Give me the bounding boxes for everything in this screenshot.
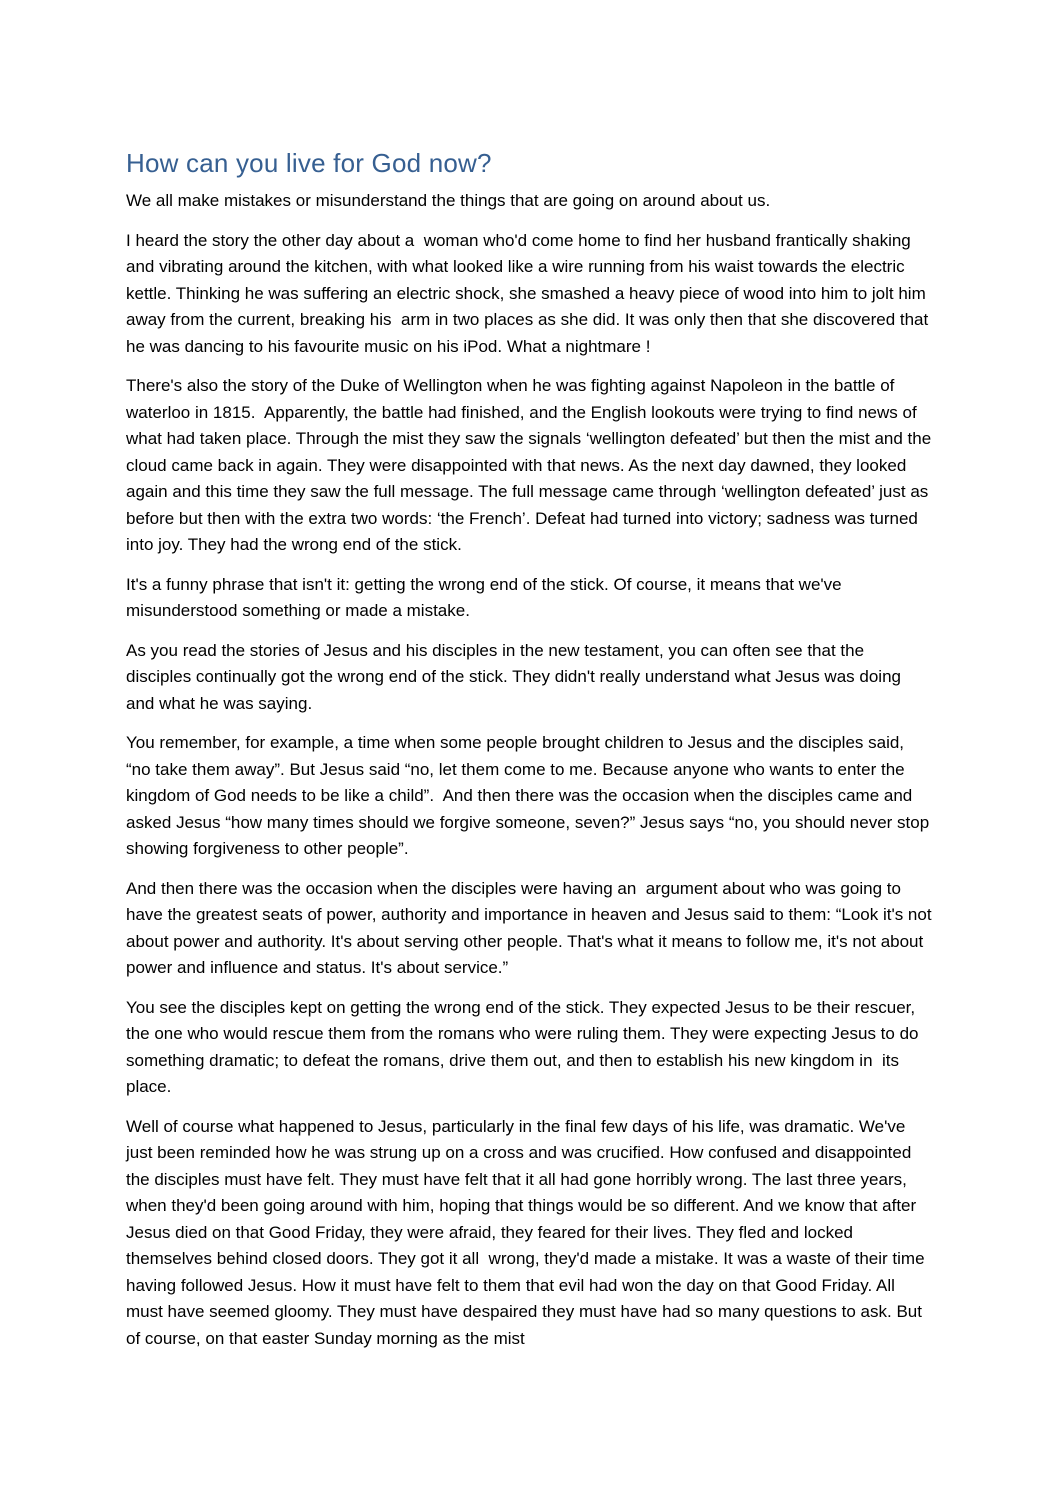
body-paragraph: I heard the story the other day about a woman who'd come home to find her husband frantically shaking and vibrating around the kitchen, with what looked like a wire running from his waist towards the electric kettle. Thinking he was suffering an electric shock, she smashed a heavy piece of wood into him to jolt him away from the current, breaking his arm in two places as she did. It was only then that she discovered that he was dancing to his favourite music on his iPod. What a nightmare ! bbox=[126, 230, 933, 356]
document-body bbox=[126, 188, 937, 1352]
body-paragraph: You see the disciples kept on getting the wrong end of the stick. They expected Jesus to be their rescuer, the one who would rescue them from the romans who were ruling them. They were expecting Jesus to do something dramatic; to defeat the romans, drive them out, and then to establish his new kingdom in its place. bbox=[126, 997, 924, 1096]
body-paragraph: It's a funny phrase that isn't it: getting the wrong end of the stick. Of course, it means that we've misunderstood something or made a mistake. bbox=[126, 574, 847, 620]
body-paragraph: We all make mistakes or misunderstand the things that are going on around about us. bbox=[126, 191, 771, 210]
body-paragraph: Well of course what happened to Jesus, particularly in the final few days of his life, was dramatic. We've just been reminded how he was strung up on a cross and was crucified. How confused and disappointed the disciples must have felt. They must have felt that it all had gone horribly wrong. The last three years, when they'd been going around with him, hoping that things would be so different. And we know that after Jesus died on that Good Friday, they were afraid, they feared for their lives. They fled and locked themselves behind closed doors. They got it all wrong, they'd made a mistake. It was a waste of their time having followed Jesus. How it must have felt to them that evil had won the day on that Good Friday. All must have seemed gloomy. They must have despaired they must have had so many questions to ask. But of course, on that easter Sunday morning as the mist bbox=[126, 1116, 930, 1348]
page-title: How can you live for God now? bbox=[126, 148, 492, 178]
body-paragraph: You remember, for example, a time when some people brought children to Jesus and the disciples said, “no take them away”. But Jesus said “no, let them come to me. Because anyone who wants to enter the kingdom of God needs to be like a child”. And then there was the occasion when the disciples came and asked Jesus “how many times should we forgive someone, seven?” Jesus says “no, you should never stop showing forgiveness to other people”. bbox=[126, 733, 934, 858]
body-paragraph: As you read the stories of Jesus and his disciples in the new testament, you can often see that the disciples continually got the wrong end of the stick. They didn't really understand what Jesus was doing and what he was saying. bbox=[126, 640, 906, 713]
body-paragraph: And then there was the occasion when the disciples were having an argument about who was going to have the greatest seats of power, authority and importance in heaven and Jesus said to them: “Look it's not about power and authority. It's about serving other people. That's what it means to follow me, it's not about power and influence and status. It's about service.” bbox=[126, 878, 937, 977]
body-paragraph: There's also the story of the Duke of Wellington when he was fighting against Napoleon in the battle of waterloo in 1815. Apparently, the battle had finished, and the English lookouts were trying to find news of what had taken place. Through the mist they saw the signals ‘wellington defeated’ but then the mist and the cloud came back in again. They were disappointed with that news. As the next day dawned, they looked again and this time they saw the full message. The full message came through ‘wellington defeated’ just as before but then with the extra two words: ‘the French’. Defeat had turned into victory; sadness was turned into joy. They had the wrong end of the stick. bbox=[126, 376, 936, 554]
